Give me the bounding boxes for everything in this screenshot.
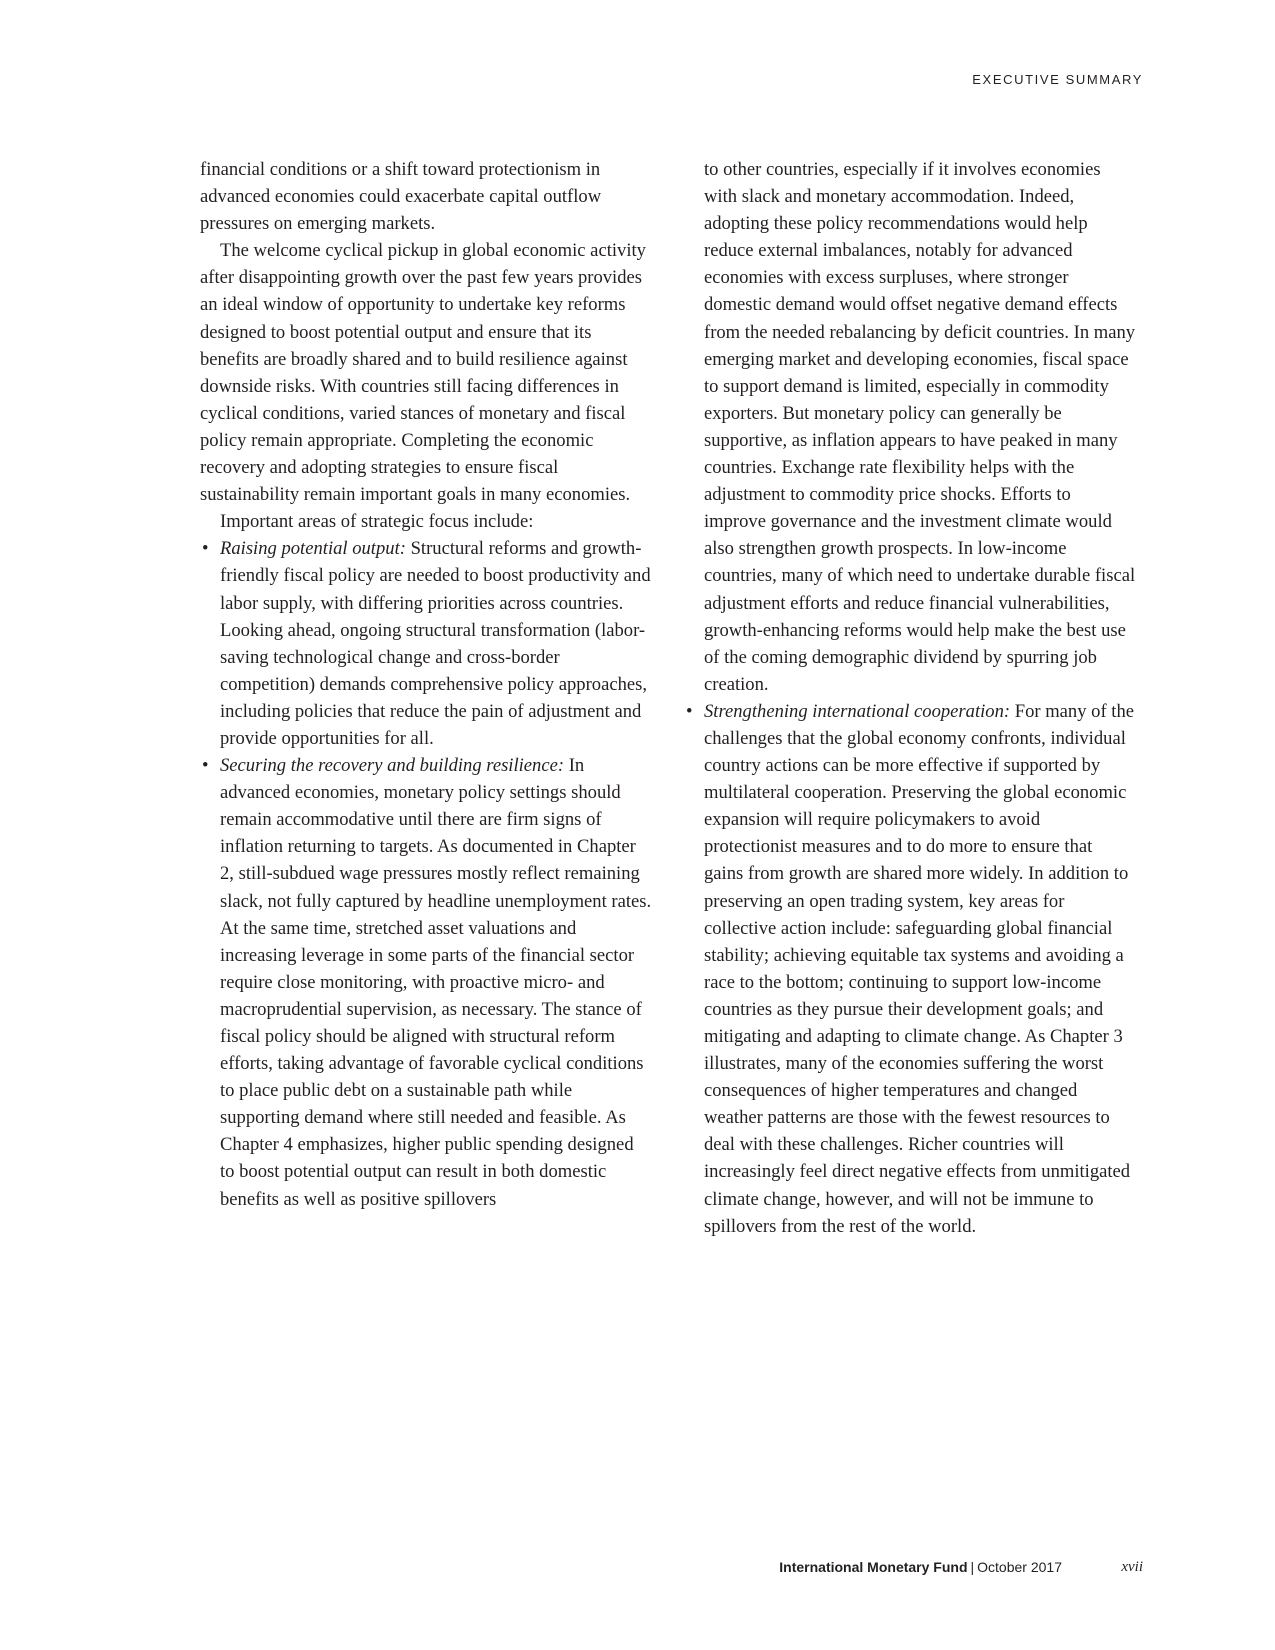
page-footer <box>0 1559 1275 1579</box>
paragraph: financial conditions or a shift toward protectionism in advanced economies could exacerbate capital outflow pressures on emerging markets. <box>200 159 602 235</box>
bullet-item-continued <box>684 156 1136 698</box>
bullet-title: Raising potential output: <box>220 538 406 560</box>
bullet-body: to other countries, especially if it involves economies with slack and monetary accommodation. Indeed, adopting these policy recommendations would help reduce external imbalances, notably for advanced economies with excess surpluses, where stronger domestic demand would offset negative demand effects from the needed rebalancing by deficit countries. In many emerging market and developing economies, fiscal space to support demand is limited, especially in commodity exporters. But monetary policy can generally be supportive, as inflation appears to have peaked in many countries. Exchange rate flexibility helps with the adjustment to commodity price shocks. Efforts to improve governance and the investment climate would also strengthen growth prospects. In low-income countries, many of which need to undertake durable fiscal adjustment efforts and reduce financial vulnerabilities, growth-enhancing reforms would help make the best use of the coming demographic dividend by spurring job creation. <box>704 159 1136 695</box>
paragraph-list-intro: Important areas of strategic focus include: <box>220 511 534 533</box>
bullet-item-raising-potential-output <box>200 535 652 752</box>
bullet-body: Structural reforms and growth-friendly fiscal policy are needed to boost productivity and labor supply, with differing priorities across countries. Looking ahead, ongoing structural transformation (labor-saving technological change and cross-border competition) demands comprehensive policy approaches, including policies that reduce the pain of adjustment and provide opportunities for all. <box>220 538 651 749</box>
footer-separator: | <box>970 1559 975 1575</box>
bullet-item-securing-recovery <box>200 752 652 1213</box>
bullet-item-international-cooperation <box>684 698 1136 1240</box>
bullet-body: In advanced economies, monetary policy settings should remain accommodative until there are firm signs of inflation returning to targets. As documented in Chapter 2, still-subdued wage pressures mostly reflect remaining slack, not fully captured by headline unemployment rates. At the same time, stretched asset valuations and increasing leverage in some parts of the financial sector require close monitoring, with proactive micro- and macroprudential supervision, as necessary. The stance of fiscal policy should be aligned with structural reform efforts, taking advantage of favorable cyclical conditions to place public debt on a sustainable path while supporting demand where still needed and feasible. As Chapter 4 emphasizes, higher public spending designed to boost potential output can result in both domestic benefits as well as positive spillovers <box>220 755 652 1210</box>
bullet-icon: • <box>202 755 209 777</box>
paragraph: The welcome cyclical pickup in global economic activity after disappointing growth over the past few years provides an ideal window of opportunity to undertake key reforms designed to boost potential output and ensure that its benefits are broadly shared and to build resilience against downside risks. With countries still facing differences in cyclical conditions, varied stances of monetary and fiscal policy remain appropriate. Completing the economic recovery and adopting strategies to ensure fiscal sustainability remain important goals in many economies. <box>200 240 646 506</box>
right-column <box>684 156 1136 1240</box>
footer-organization: International Monetary Fund <box>779 1559 968 1575</box>
bullet-icon: • <box>202 538 209 560</box>
footer-date: October 2017 <box>977 1559 1062 1575</box>
running-head: EXECUTIVE SUMMARY <box>972 72 1143 87</box>
bullet-title: Strengthening international cooperation: <box>704 700 1011 722</box>
page-number: xvii <box>1121 1559 1143 1575</box>
bullet-body: For many of the challenges that the global economy confronts, individual country actions can be more effective if supported by multilateral cooperation. Preserving the global economic expansion will require policymakers to avoid protectionist measures and to do more to ensure that gains from growth are shared more widely. In addition to preserving an open trading system, key areas for collective action include: safeguarding global financial stability; achieving equitable tax systems and avoiding a race to the bottom; continuing to support low-income countries as they pursue their development goals; and mitigating and adapting to climate change. As Chapter 3 illustrates, many of the economies suffering the worst consequences of higher temperatures and changed weather patterns are those with the fewest resources to deal with these challenges. Richer countries will increasingly feel direct negative effects from unmitigated climate change, however, and will not be immune to spillovers from the rest of the world. <box>704 700 1135 1237</box>
bullet-icon: • <box>686 700 693 722</box>
left-column <box>200 156 652 1213</box>
footer-source <box>779 1559 1062 1575</box>
bullet-title: Securing the recovery and building resilience: <box>220 755 565 777</box>
